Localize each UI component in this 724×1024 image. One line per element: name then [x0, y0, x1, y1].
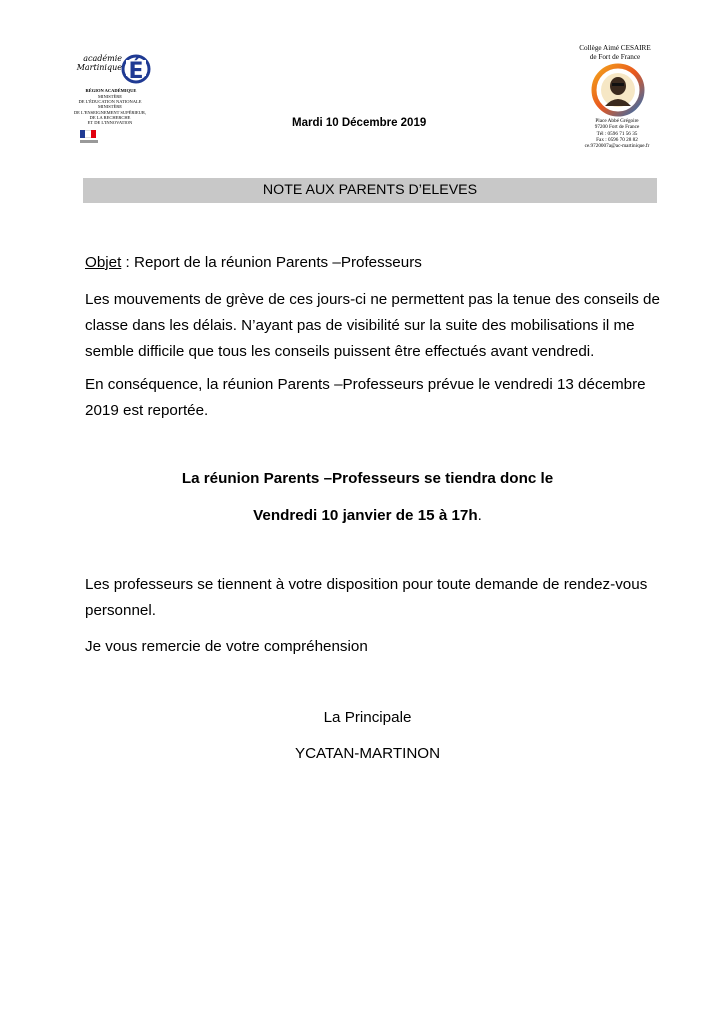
ministry-line: MINISTÈRE [98, 94, 122, 99]
college-name-line2: de Fort de France [589, 53, 641, 61]
ministry-line: ET DE L'INNOVATION [87, 120, 133, 126]
college-address-line: Fax : 0596 70 28 82 [596, 136, 638, 143]
letter-date: Mardi 10 Décembre 2019 [292, 117, 427, 129]
college-emblem-icon [590, 62, 646, 118]
college-address-line: ce.9720007a@ac-martinique.fr [584, 143, 650, 150]
paragraph-strike: Les mouvements de grève de ces jours-ci ne permettent pas la tenue des conseils de classe dans les délais. N’ayant pas de visibilité sur la suite des mobilisations il me semble difficile que tous les conseils puissent être effectués avant vendredi. [85, 291, 660, 360]
french-flag-icon [80, 130, 96, 138]
ministry-line: MINISTÈRE [98, 104, 122, 110]
college-address [560, 118, 674, 149]
college-name-line1: Collège Aimé CESAIRE [579, 44, 651, 52]
academie-line2: Martinique [76, 63, 122, 72]
republique-mark [80, 140, 98, 143]
ministry-label [65, 94, 155, 125]
academie-wordmark [72, 54, 122, 72]
ministry-line: DE L'ENSEIGNEMENT SUPÉRIEUR, [73, 109, 147, 115]
academie-line1: académie [83, 54, 122, 63]
paragraph-thanks: Je vous remercie de votre compréhension [85, 638, 368, 655]
region-label: RÉGION ACADÉMIQUE [85, 88, 137, 93]
note-title-banner: NOTE AUX PARENTS D’ELEVES [83, 178, 657, 203]
college-address-line: Tél : 0596 71 56 35 [596, 130, 638, 137]
college-address-line: Place Abbé Grégoire [595, 118, 639, 124]
object-line [85, 250, 665, 276]
academie-letter: É [128, 59, 144, 84]
ministry-line: DE L'ÉDUCATION NATIONALE [78, 99, 142, 105]
announcement-date: Vendredi 10 janvier de 15 à 17h [253, 507, 478, 524]
academie-e-icon [121, 48, 151, 86]
object-text: : Report de la réunion Parents –Professeurs [121, 254, 422, 271]
signature-title: La Principale [323, 709, 412, 726]
college-address-line: 97200 Fort de France [594, 124, 640, 131]
paragraph-availability: Les professeurs se tiennent à votre disposition pour toute demande de rendez-vous personnel. [85, 576, 648, 619]
announcement-line1: La réunion Parents –Professeurs se tiendra donc le [181, 470, 554, 487]
signature-name: YCATAN-MARTINON [294, 745, 441, 762]
ministry-line: DE LA RECHERCHE [89, 114, 131, 120]
paragraph-postponed: En conséquence, la réunion Parents –Professeurs prévue le vendredi 13 décembre 2019 est reportée. [85, 376, 646, 419]
object-label: Objet [85, 254, 122, 271]
announcement-line2 [85, 503, 650, 529]
announcement-period: . [477, 507, 482, 524]
college-name [560, 44, 670, 62]
